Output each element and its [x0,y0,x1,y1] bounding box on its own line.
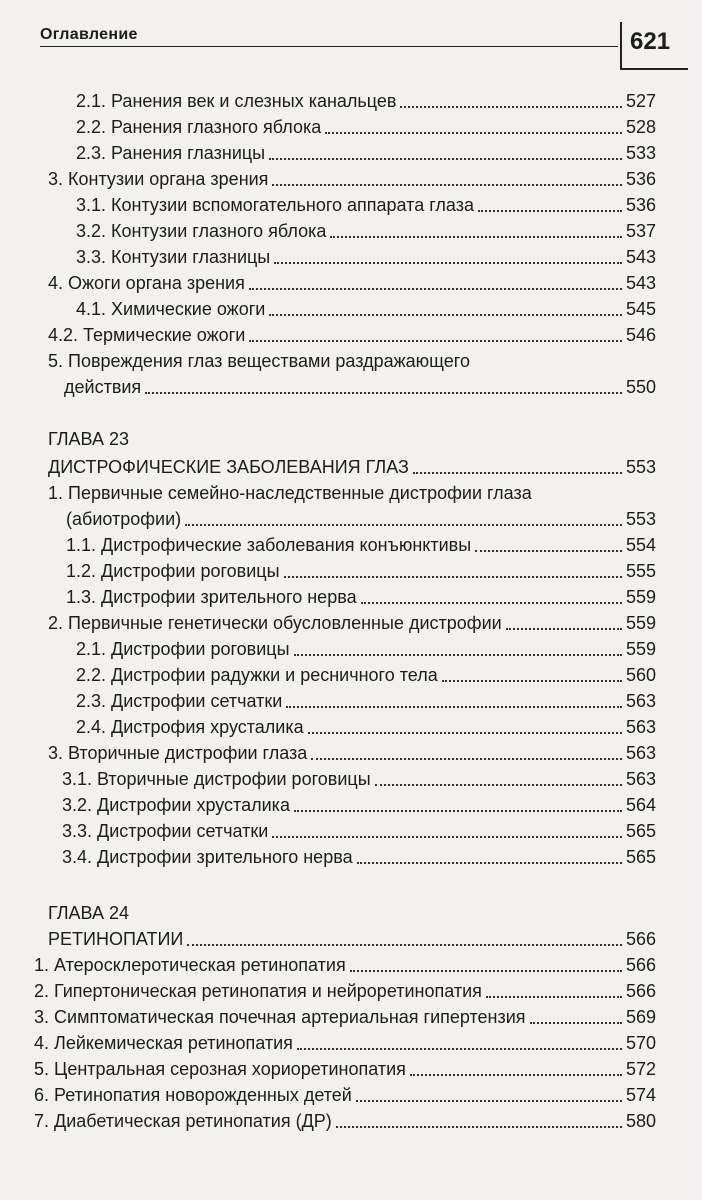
toc-entry-3[interactable] [48,168,656,190]
toc-entry-page: 550 [625,377,656,397]
toc-entry-23-1-2[interactable] [66,560,656,582]
toc-entry-title: 7. Диабетическая ретинопатия (ДР) [34,1111,332,1131]
toc-entry-5[interactable] [64,376,656,398]
toc-entry-page: 572 [625,1059,656,1079]
toc-entry-title: 1. Атеросклеротическая ретинопатия [34,955,346,975]
dot-leader [410,1074,622,1076]
toc-entry-title: 3.1. Контузии вспомогательного аппарата глаза [76,195,474,215]
header-rule [40,46,618,47]
toc-entry-title: 2. Первичные генетически обусловленные дистрофии [48,613,502,633]
toc-entry-24-2[interactable] [34,980,656,1002]
toc-entry-title: 2.3. Ранения глазницы [76,143,266,163]
dot-leader [530,1022,622,1024]
toc-entry-24-6[interactable] [34,1084,656,1106]
toc-entry-title: 2.3. Дистрофии сетчатки [76,691,283,711]
toc-entry-title: 2.1. Дистрофии роговицы [76,639,290,659]
toc-entry-24-1[interactable] [34,954,656,976]
toc-entry-23-1-3[interactable] [66,586,656,608]
toc-entry-23-2-4[interactable] [76,716,656,738]
toc-entry-23-2-3[interactable] [76,690,656,712]
dot-leader [413,472,622,474]
page-number: 621 [630,28,671,55]
dot-leader [274,262,622,264]
dot-leader [308,732,622,734]
toc-entry-page: 563 [625,717,656,737]
dot-leader [486,996,622,998]
toc-entry-23-1-1[interactable] [66,534,656,556]
toc-entry-title: 4.1. Химические ожоги [76,299,266,319]
dot-leader [249,288,622,290]
dot-leader [330,236,622,238]
page-header [40,22,688,66]
toc-entry-page: 574 [625,1085,656,1105]
dot-leader [269,158,622,160]
toc-entry-23-2-1[interactable] [76,638,656,660]
toc-entry-title: 3. Симптоматическая почечная артериальная гипертензия [34,1007,526,1027]
toc-entry-title: 4. Лейкемическая ретинопатия [34,1033,293,1053]
dot-leader [357,862,622,864]
dot-leader [311,758,622,760]
toc-entry-title: действия [64,377,142,397]
dot-leader [350,970,622,972]
toc-entry-23-1[interactable] [66,508,656,530]
toc-entry-page: 546 [625,325,656,345]
toc-entry-page: 559 [625,613,656,633]
dot-leader [286,706,622,708]
toc-entry-3-3[interactable] [76,246,656,268]
dot-leader [294,654,622,656]
toc-entry-23-3-3[interactable] [62,820,656,842]
chapter-24-label: ГЛАВА 24 [48,903,129,923]
header-title: Оглавление [40,26,138,43]
toc-entry-title: 2.1. Ранения век и слезных канальцев [76,91,397,111]
toc-entry-title: 2.2. Дистрофии радужки и ресничного тела [76,665,438,685]
toc-entry-page: 569 [625,1007,656,1027]
toc-entry-page: 554 [625,535,656,555]
toc-entry-page: 563 [625,691,656,711]
toc-entry-title: 3. Контузии органа зрения [48,169,269,189]
toc-entry-title: 3.2. Дистрофии хрусталика [62,795,290,815]
dot-leader [272,184,622,186]
toc-entry-page: 536 [625,169,656,189]
toc-entry-page: 543 [625,273,656,293]
dot-leader [187,944,622,946]
dot-leader [294,810,622,812]
toc-entry-3-2[interactable] [76,220,656,242]
toc-entry-title: 3. Вторичные дистрофии глаза [48,743,308,763]
dot-leader [442,680,622,682]
dot-leader [297,1048,622,1050]
toc-entry-4-1[interactable] [76,298,656,320]
toc-entry-23-2[interactable] [48,612,656,634]
toc-entry-page: 527 [625,91,656,111]
toc-entry-page: 553 [625,457,656,477]
dot-leader [375,784,622,786]
toc-entry-page: 566 [625,955,656,975]
toc-entry-title: 2.4. Дистрофия хрусталика [76,717,304,737]
toc-entry-2-3[interactable] [76,142,656,164]
dot-leader [506,628,622,630]
toc-entry-title: 1.1. Дистрофические заболевания конъюнктивы [66,535,472,555]
toc-entry-title: 4.2. Термические ожоги [48,325,246,345]
toc-entry-page: 543 [625,247,656,267]
toc-entry-23-3[interactable] [48,742,656,764]
toc-entry-page: 536 [625,195,656,215]
toc-entry-2-2[interactable] [76,116,656,138]
toc-entry-title: 4. Ожоги органа зрения [48,273,245,293]
toc-entry-page: 564 [625,795,656,815]
toc-entry-page: 565 [625,847,656,867]
toc-entry-23-2-2[interactable] [76,664,656,686]
toc-entry-title: 1.2. Дистрофии роговицы [66,561,280,581]
dot-leader [400,106,621,108]
toc-entry-page: 565 [625,821,656,841]
chapter-23-label: ГЛАВА 23 [48,429,129,449]
dot-leader [269,314,622,316]
toc-entry-2-1[interactable] [76,90,656,112]
toc-entry-title: РЕТИНОПАТИИ [48,929,184,949]
toc-entry-title: (абиотрофии) [66,509,182,529]
toc-entry-title: 5. Центральная серозная хориоретинопатия [34,1059,406,1079]
toc-entry-page: 559 [625,639,656,659]
toc-entry-title: ДИСТРОФИЧЕСКИЕ ЗАБОЛЕВАНИЯ ГЛАЗ [48,457,409,477]
toc-entry-23-3-2[interactable] [62,794,656,816]
toc-entry-page: 533 [625,143,656,163]
toc-entry-page: 559 [625,587,656,607]
toc-chapter-24[interactable] [48,928,656,950]
toc-entry-4-2[interactable] [48,324,656,346]
page-number-box [620,22,688,70]
toc-entry-page: 563 [625,769,656,789]
toc-entry-page: 555 [625,561,656,581]
toc-entry-24-7[interactable] [34,1110,656,1132]
toc-entry-24-3[interactable] [34,1006,656,1028]
toc-entry-page: 545 [625,299,656,319]
toc-entry-page: 563 [625,743,656,763]
toc-entry-title: 6. Ретинопатия новорожденных детей [34,1085,352,1105]
toc-entry-23-3-4[interactable] [62,846,656,868]
toc-entry-page: 566 [625,929,656,949]
toc-entry-title: 2.2. Ранения глазного яблока [76,117,322,137]
toc-entry-title: 3.2. Контузии глазного яблока [76,221,327,241]
toc-entry-3-1[interactable] [76,194,656,216]
dot-leader [361,602,622,604]
toc-entry-page: 560 [625,665,656,685]
toc-entry-page: 537 [625,221,656,241]
toc-entry-23-3-1[interactable] [62,768,656,790]
toc-entry-page: 570 [625,1033,656,1053]
dot-leader [356,1100,622,1102]
toc-entry-title: 3.1. Вторичные дистрофии роговицы [62,769,371,789]
dot-leader [145,392,622,394]
dot-leader [185,524,622,526]
toc-entry-24-5[interactable] [34,1058,656,1080]
dot-leader [325,132,622,134]
toc-entry-page: 580 [625,1111,656,1131]
toc-entry-page: 566 [625,981,656,1001]
dot-leader [478,210,622,212]
toc-entry-title: 3.4. Дистрофии зрительного нерва [62,847,353,867]
toc-entry-title: 1.3. Дистрофии зрительного нерва [66,587,357,607]
toc-entry-title: 2. Гипертоническая ретинопатия и нейроретинопатия [34,981,482,1001]
toc-entry-5-line1: 5. Повреждения глаз веществами раздражающего [48,351,470,371]
toc-entry-page: 528 [625,117,656,137]
dot-leader [272,836,622,838]
dot-leader [336,1126,622,1128]
toc-entry-24-4[interactable] [34,1032,656,1054]
dot-leader [284,576,622,578]
toc-entry-4[interactable] [48,272,656,294]
dot-leader [249,340,622,342]
toc-entry-23-1-line1: 1. Первичные семейно-наследственные дистрофии глаза [48,483,532,503]
toc-entry-page: 553 [625,509,656,529]
toc-chapter-23[interactable] [48,456,656,478]
toc-entry-title: 3.3. Контузии глазницы [76,247,271,267]
toc-entry-title: 3.3. Дистрофии сетчатки [62,821,269,841]
dot-leader [475,550,622,552]
